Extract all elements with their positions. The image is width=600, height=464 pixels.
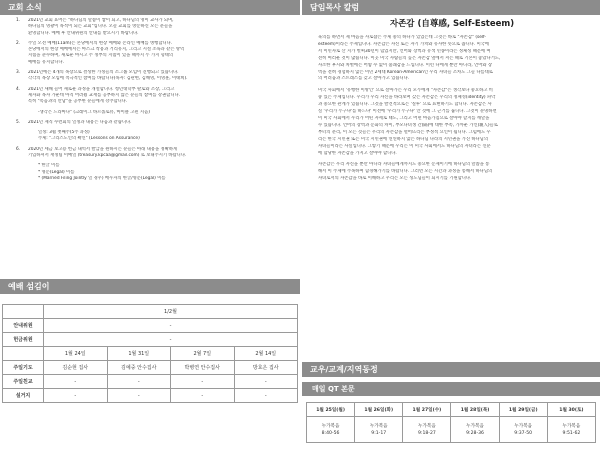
prayer-cell: 박병연 안수집사	[171, 361, 235, 375]
qt-book: 누가복음	[321, 423, 340, 429]
qt-header: 매일 QT 본문	[302, 382, 600, 396]
column-paragraph	[304, 162, 600, 183]
column-line: 부터의 분리, 이 모든 것들은 우리의 자존감을 떨어뜨리는 부정적 요인이 됩니다. 그럼에도 우	[318, 129, 491, 135]
column-line: 수 있습니다. 언어의 장벽과 문화의 차이, 부모다녀생 간(隔)에 대한 부족, 가까운 가인(親人)들로	[318, 122, 498, 128]
news-item-text	[28, 18, 290, 37]
news-item-number: 6.	[16, 146, 21, 152]
news-item-number	[16, 130, 28, 143]
news-item-text	[28, 120, 290, 126]
column-line: 자녀들이라는 사실입니다. 그렇기 때문에 우리는 이 미국 사회에서도 하나님의 자녀라는 신분	[318, 143, 491, 149]
column-line: esteem)이라는 주제입니다. 자존감은 자신 또는 자기 가치와 유사한 뜻으로 씁니다. 미국에	[318, 41, 490, 47]
qt-ref-cell	[547, 417, 595, 443]
news-line: 2021년 교회 표어는 "하나님의 말씀이 쌓이 되고, 하나님의 영이 교사가 되며,	[28, 18, 174, 23]
news-line: 예배를 유지합니다.	[28, 59, 64, 65]
column-line: 리는 한국 시민권 또는 미국 시민권에 연연하지 않는 하나님 나라의 시민권을 가진 하나님의	[318, 136, 488, 142]
news-item-number: 4.	[16, 86, 21, 92]
news-item-number: 3.	[16, 70, 21, 76]
news-item	[16, 70, 290, 83]
news-line: 2021년에는 4개의 목장으로 결성한 가정들의 소그룹 모임이 진행되고 있습니다.	[28, 70, 179, 76]
qt-ref-cell	[307, 417, 355, 443]
pastor-column	[304, 12, 600, 188]
qt-ref: 9:51-62	[562, 430, 581, 436]
column-line: 벽을 전혀 경험하지 않는 이민 2세대 Korean-American인 우리 자녀들 조차도 그들 나름대로	[318, 69, 493, 75]
news-line: 주일 오전 예배(11am)는 본당에서의 현장 예배와 온라인 예배를 병행합니다.	[28, 40, 173, 46]
news-item	[16, 87, 290, 106]
qt-table	[306, 402, 596, 443]
qt-day-cell: 1월 25일(월)	[307, 403, 355, 417]
column-line: 이 미국 사회에서 우리가 어떤 자세로 태도, 그리고 어떤 마음가짐으로 살아야 할지를 깨달을	[318, 115, 490, 121]
news-line: 본당에서의 현장 예배에서는 마스크 착용과 거리유지, 그리고 시설 소독과 같은 방역	[28, 47, 185, 53]
column-line: 에 합당한 자존감을 가지고 살아야 합니다.	[318, 150, 397, 156]
qt-ref-cell	[499, 417, 547, 443]
date-header-blank	[3, 347, 44, 361]
column-line: 해서 이 주제에 주목하여 함경해가기를 바랍니다. 그러면 모든 시간과 과정을 통해서 하나님의	[318, 169, 493, 175]
pastor-column-header: 담임목사 칼럼	[302, 0, 600, 15]
church-news-header: 교회 소식	[0, 0, 300, 15]
qt-ref: 8:40-56	[321, 430, 340, 436]
greeting-cell: -	[107, 375, 171, 389]
column-line: 실 '우리가 누구냐'를 하느냐' 이전에 '우리가 누구냐' 안 것에 그 근거를 둡니다. 그것이 분명하면	[318, 109, 497, 115]
column-line: 의 어려움과 스트레스를 갖고 살아가고 있습니다.	[318, 76, 410, 82]
column-line: 자존감은 우리 자신을 뿐만 아니라 자녀들에게까지도 중요한 문제이기에 하나님의 말씀을 통	[318, 162, 490, 168]
fellowship-section	[302, 362, 600, 377]
news-item	[16, 18, 290, 37]
service-table	[2, 304, 298, 403]
qt-book: 누가복음	[466, 423, 484, 429]
news-item-text	[28, 130, 290, 143]
dishes-cell: -	[171, 389, 235, 403]
news-line: * 한글 이름	[38, 163, 60, 169]
dishes-label: 설거지	[3, 389, 44, 403]
qt-day-cell: 1월 30(토)	[547, 403, 595, 417]
column-line: 육의를 하면서 제 마음을 사로잡은 주제 중의 하나가 있었는데 그것은 바로 "자존감" (self-	[318, 35, 486, 40]
column-paragraph	[304, 88, 600, 157]
column-line: 사소한 후시와 차별에는 어떻 수 없이 불쾌감을 느낍니다. 이런 나에게 뿐만 아니라, 언어와 장	[318, 62, 493, 68]
news-item-number	[16, 110, 28, 116]
greeting-cell: -	[44, 375, 108, 389]
qt-ref-cell	[403, 417, 451, 443]
greeting-cell: -	[171, 375, 235, 389]
news-line: 특히 "복음과의 만남"을 공부한 분들에게 강추합니다.	[28, 99, 128, 105]
news-line: 2021년 새해 들어 새로운 과정을 개설합니다. 청년대학부 팔로와 조장, 그리고	[28, 86, 175, 92]
news-line: -생각은 드라마다" (크레이그 바르톨로뮤, 마이클 고핀 지음)	[38, 109, 150, 115]
news-item	[16, 130, 290, 143]
column-line: 과 중요한 관계가 있습니다. 그것을 발견적으로는 '질투' 으로 표현하기도 합니다. 자존감은 사	[318, 102, 492, 108]
news-line: 2020년 세금 보고용 헌금 내역서 발급을 원하시는 분들은 아래 내용을 정확하게	[28, 146, 178, 152]
usher-label: 안내위원	[3, 319, 44, 333]
news-item	[16, 120, 290, 126]
qt-ref: 9:1-17	[371, 430, 387, 436]
right-column	[302, 0, 600, 182]
news-item-number: 2.	[16, 40, 21, 46]
date-cell: 1월 31일	[107, 347, 171, 361]
prayer-label: 주일기도	[3, 361, 44, 375]
qt-book: 누가복음	[369, 423, 388, 429]
column-line: 미국 사회에서 '유행한 이방인' 으로 살아가는 우리 모두에게 "자존감"은 생각보다 중요하고 비	[318, 88, 493, 94]
date-cell: 2월 7일	[171, 347, 235, 361]
dishes-cell: -	[44, 389, 108, 403]
date-cell: 2월 14일	[234, 347, 298, 361]
news-line: 기입하셔서 재정팀 이메일 (treasury.kpcaa@gmail.com) 로 보내주시기 바랍니다.	[28, 153, 187, 159]
qt-book: 누가복음	[418, 423, 436, 429]
prayer-cell: 방효은 집사	[234, 361, 298, 375]
qt-ref: 9:18-27	[417, 430, 436, 436]
column-line: 서 이민자로 산 지가 벌써30년이 넘었지만, 언어와 장벽과 유색 민종이라는 정체성 때문에 여	[318, 48, 491, 54]
dishes-cell: -	[107, 389, 171, 403]
news-item-text	[28, 70, 290, 83]
column-title: 자존감 (自尊感, Self-Esteem)	[389, 19, 515, 29]
news-line: 주제: "그리스도인의 확신" (Lessons on Assurance)	[38, 136, 140, 142]
news-item	[16, 110, 290, 116]
qt-days-row	[307, 403, 596, 417]
prayer-cell: 김예중 안수집사	[107, 361, 171, 375]
qt-ref: 9:28-36	[466, 430, 484, 436]
date-cell: 1월 24일	[44, 347, 108, 361]
offering-label: 헌금위원	[3, 333, 44, 347]
column-line: 자녀로서의 자존감을 바로 이해하고 우리는 모든 성도님들이 되시기를 기원합니다.	[318, 176, 472, 182]
news-item-text	[28, 41, 290, 66]
news-line: 2021년 제직 수련회의 일정과 내용은 다음과 같습니다.	[28, 119, 132, 125]
service-header: 예배 섬김이	[0, 279, 300, 294]
service-section	[0, 279, 300, 403]
news-line: 각각의 목장 모임에 적극적인 참여를 바랍니다(목자: 김관현, 김해영, 이영훈, 이태희).	[28, 76, 188, 82]
prayer-cell: 김순현 집사	[44, 361, 108, 375]
blank-cell	[3, 305, 44, 319]
news-item	[16, 163, 290, 182]
column-line: 중 있는 주제입니다. 우리가 우리 자신을 바라보며 갖는 자존감은 우리의 정체성(identity) 파악	[318, 95, 496, 101]
qt-day-cell: 1월 29일(금)	[499, 403, 547, 417]
news-item-text	[28, 163, 290, 182]
news-line: * (Married Filing Jointly 일 경우) 배우자의 한글/영문(Legal) 이름	[38, 175, 166, 181]
column-body	[304, 35, 600, 183]
service-month: 1/2월	[44, 305, 298, 319]
news-item-text	[28, 110, 290, 116]
qt-section	[302, 378, 600, 443]
qt-ref: 9:37-50	[514, 430, 533, 436]
usher-value: -	[44, 319, 298, 333]
greeting-cell: -	[234, 375, 298, 389]
news-line: 제자화 목자 가운데 아직 어려웠 교재를 공부하지 않은 분들의 참여를 강권합니다.	[28, 92, 180, 98]
offering-value: -	[44, 333, 298, 347]
church-news-list	[0, 12, 300, 182]
column-line: 전히 여러운 것이 많습니다. 이곳 미국 사람들의 높은 자존감 옆에서 저는 때로 기본이 좋았다거도,	[318, 55, 501, 61]
news-line: 지침을 준수하며, 새로운 마시고 주 정부의 지침이 있을 때까지 두 가지 형태의	[28, 53, 174, 59]
news-item-text	[28, 147, 290, 160]
qt-ref-cell	[355, 417, 403, 443]
qt-book: 누가복음	[514, 423, 533, 429]
qt-day-cell: 1월 27일(수)	[403, 403, 451, 417]
news-line: 하나님의 영광이 목적이 되는 교회"입니다. 오늘 교회를 방문하신 모든 분들을	[28, 24, 173, 30]
qt-ref-cell	[451, 417, 499, 443]
greeting-label: 주일친교	[3, 375, 44, 389]
qt-refs-row	[307, 417, 596, 443]
church-news-section	[0, 12, 300, 186]
news-line: * 영문(Legal) 이름	[38, 169, 75, 175]
news-item-number: 1.	[16, 18, 21, 23]
news-item	[16, 147, 290, 160]
qt-book: 누가복음	[562, 423, 581, 429]
dishes-cell: -	[234, 389, 298, 403]
news-item-number	[16, 163, 28, 182]
qt-day-cell: 1월 28일(목)	[451, 403, 499, 417]
news-item	[16, 41, 290, 66]
news-line: 환영합니다. 예배 후 안내위원의 안내를 받으시기 바랍니다.	[28, 30, 139, 36]
qt-day-cell: 1월 26일(화)	[355, 403, 403, 417]
column-paragraph	[304, 35, 600, 83]
fellowship-header: 교우/교계/지역동정	[302, 362, 600, 377]
news-item-number: 5.	[16, 119, 21, 125]
news-item-text	[28, 87, 290, 106]
news-line: 일정: 3월 첫째주(5주 과정)	[38, 130, 90, 136]
